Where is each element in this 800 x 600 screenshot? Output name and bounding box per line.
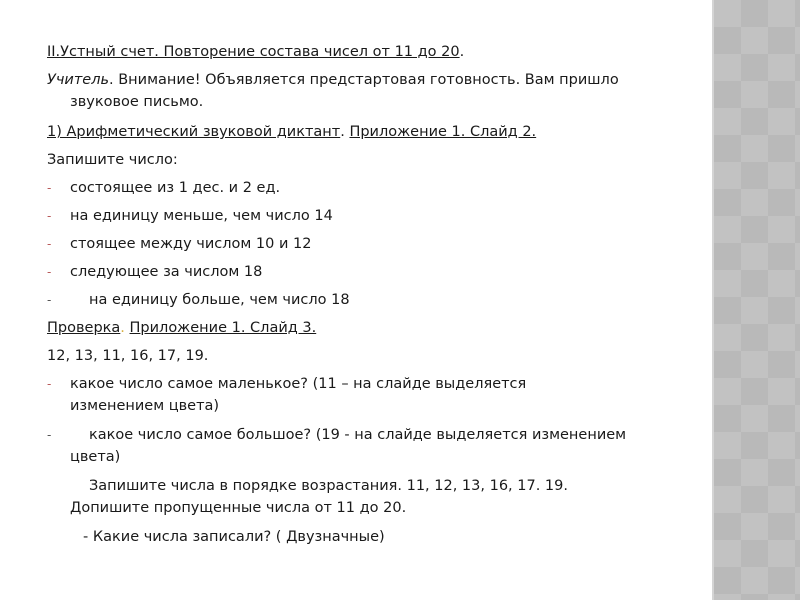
- bullet-dash: -: [47, 377, 52, 391]
- order-instruction: Запишите числа в порядке возрастания. 11, 12, 13, 16, 17. 19.: [89, 478, 568, 494]
- missing-instruction: Допишите пропущенные числа от 11 до 20.: [70, 500, 407, 516]
- bullet-dash: -: [47, 181, 52, 195]
- numbers-line: 12, 13, 11, 16, 17, 19.: [47, 348, 209, 364]
- question-smallest: какое число самое маленькое? (11 – на слайде выделяется: [70, 376, 527, 392]
- question-largest-cont: цвета): [70, 449, 121, 465]
- decorative-side-band: [712, 0, 800, 600]
- text-span: 1) Арифметический звуковой диктант: [47, 124, 341, 140]
- text-span: Приложение 1. Слайд 3.: [129, 320, 317, 336]
- write-number-label: Запишите число:: [47, 152, 178, 168]
- bullet-dash: -: [47, 428, 52, 442]
- question-smallest-cont: изменением цвета): [70, 398, 220, 414]
- text-span: Учитель: [47, 72, 110, 88]
- dictation-heading: [47, 121, 536, 143]
- bullet-dash: -: [47, 293, 52, 307]
- list-item: следующее за числом 18: [70, 264, 263, 280]
- list-item: состоящее из 1 дес. и 2 ед.: [70, 180, 281, 196]
- check-heading: Проверка. Приложение 1. Слайд 3.: [47, 320, 317, 336]
- list-item: стоящее между числом 10 и 12: [70, 236, 312, 252]
- section-title: [47, 41, 464, 63]
- text-span: II.Устный счет. Повторение состава чисел от 11 до 20: [47, 44, 460, 60]
- list-item: на единицу меньше, чем число 14: [70, 208, 333, 224]
- text-span: .: [459, 44, 465, 60]
- bullet-dash: -: [47, 209, 52, 223]
- list-item: на единицу больше, чем число 18: [89, 292, 350, 308]
- teacher-line-cont: звуковое письмо.: [70, 94, 204, 110]
- bullet-dash: -: [47, 265, 52, 279]
- text-span: Приложение 1. Слайд 2.: [349, 124, 537, 140]
- teacher-line: [47, 69, 619, 91]
- final-question: - Какие числа записали? ( Двузначные): [83, 529, 385, 545]
- bullet-dash: -: [47, 237, 52, 251]
- text-span: . Внимание! Объявляется предстартовая готовность. Вам пришло: [109, 72, 619, 88]
- question-largest: какое число самое большое? (19 - на слайде выделяется изменением: [89, 427, 627, 443]
- text-span: .: [340, 124, 350, 140]
- text-span: Проверка: [47, 320, 121, 336]
